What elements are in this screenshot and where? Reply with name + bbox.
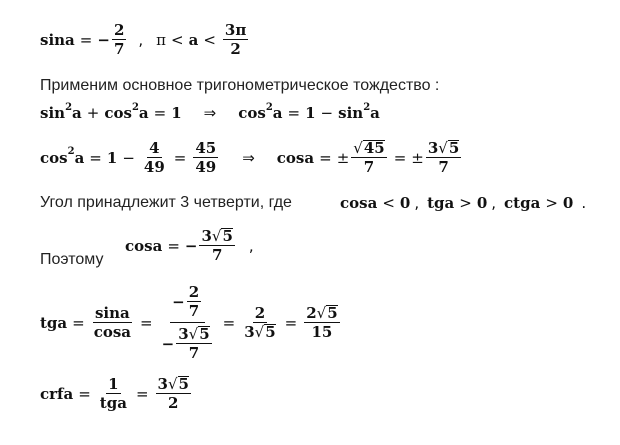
numerator: 2 bbox=[254, 304, 266, 322]
equals-sign: = bbox=[153, 104, 167, 122]
exponent: 2 bbox=[265, 101, 273, 113]
numerator: sina bbox=[94, 304, 130, 322]
coefficient: 3 bbox=[427, 139, 439, 157]
square-root bbox=[168, 376, 189, 392]
formula-cos-result bbox=[125, 228, 259, 263]
denominator: cosa bbox=[93, 323, 132, 341]
cosa-label: cosa bbox=[125, 236, 163, 255]
denominator: 2 bbox=[230, 40, 241, 58]
comma: , bbox=[248, 236, 254, 255]
fraction-2sqrt5-15 bbox=[304, 305, 339, 340]
numerator: 2 bbox=[188, 283, 200, 301]
numerator: 3π bbox=[224, 21, 247, 39]
complex-fraction bbox=[160, 284, 216, 361]
period: . bbox=[581, 194, 587, 212]
variable-a: a bbox=[138, 104, 149, 122]
cos-label: cos bbox=[40, 148, 68, 167]
comma: , bbox=[138, 30, 144, 49]
fraction-3sqrt5-7 bbox=[199, 228, 234, 263]
denominator: 7 bbox=[211, 246, 223, 264]
equals-sign: = bbox=[140, 313, 153, 332]
number-one: 1 bbox=[106, 148, 118, 167]
formula-cos-value bbox=[40, 140, 463, 175]
fraction-4-49 bbox=[142, 140, 167, 175]
radicand: 5 bbox=[327, 304, 338, 322]
variable-a: a bbox=[188, 30, 199, 49]
formula-ctga bbox=[40, 376, 193, 411]
denominator: 49 bbox=[143, 158, 165, 176]
numerator bbox=[156, 376, 191, 394]
exponent: 2 bbox=[363, 101, 371, 113]
radicand: 5 bbox=[265, 323, 276, 341]
square-root bbox=[189, 326, 210, 342]
comma: , bbox=[491, 194, 497, 212]
fraction-sina-cosa bbox=[92, 305, 133, 340]
equals-sign: = bbox=[173, 148, 187, 167]
radical-sign: √ bbox=[211, 227, 222, 245]
denominator: 7 bbox=[113, 40, 125, 58]
square-root bbox=[353, 140, 384, 156]
numerator bbox=[199, 228, 234, 246]
zero: 0 bbox=[399, 194, 411, 212]
square-root bbox=[255, 324, 276, 340]
numerator bbox=[304, 305, 339, 323]
coefficient: 3 bbox=[157, 375, 168, 393]
implies-arrow: ⇒ bbox=[203, 104, 217, 122]
fraction-3pi-2 bbox=[223, 22, 248, 57]
denominator: tga bbox=[99, 394, 127, 412]
minus-sign: − bbox=[172, 292, 185, 311]
denominator: 7 bbox=[188, 302, 200, 320]
variable-a: a bbox=[370, 104, 380, 122]
denominator: 7 bbox=[438, 158, 449, 176]
radicand: 5 bbox=[222, 227, 233, 245]
coefficient: 3 bbox=[244, 323, 255, 341]
less-than: < bbox=[171, 30, 184, 49]
radicand: 5 bbox=[448, 139, 460, 157]
cosa-label: cosa bbox=[340, 194, 378, 212]
exponent: 2 bbox=[131, 101, 139, 113]
variable-a: a bbox=[72, 104, 82, 122]
number-one: 1 bbox=[305, 104, 316, 122]
less-than: < bbox=[382, 194, 395, 212]
exponent: 2 bbox=[67, 146, 75, 157]
ctga-label: ctga bbox=[504, 194, 541, 212]
square-root bbox=[438, 140, 459, 156]
zero: 0 bbox=[562, 194, 574, 212]
minus-sign: − bbox=[161, 334, 175, 353]
text-quadrant: Угол принадлежит 3 четверти, где bbox=[40, 194, 292, 211]
equals-sign: = bbox=[287, 104, 301, 122]
numerator bbox=[170, 284, 205, 323]
plus-sign: + bbox=[86, 104, 100, 122]
denominator bbox=[160, 323, 216, 361]
text-therefore: Поэтому bbox=[40, 251, 104, 268]
radical-sign: √ bbox=[254, 323, 265, 341]
formula-sina-value bbox=[40, 22, 250, 57]
equals-sign: = bbox=[284, 313, 298, 332]
zero: 0 bbox=[476, 194, 488, 212]
comma: , bbox=[414, 194, 420, 212]
tga-label: tga bbox=[427, 194, 455, 212]
minus-sign: − bbox=[122, 148, 135, 167]
text-apply-identity: Применим основное тригонометрическое тождество : bbox=[40, 77, 440, 94]
cosa-label: cosa bbox=[276, 148, 315, 167]
fraction-2-7 bbox=[112, 22, 126, 57]
denominator: 15 bbox=[311, 323, 333, 341]
plus-minus-sign: ± bbox=[336, 148, 350, 167]
fraction-1-tga bbox=[98, 376, 129, 411]
denominator: 7 bbox=[363, 158, 375, 176]
radicand: 45 bbox=[363, 139, 385, 157]
fraction-sqrt45-7 bbox=[351, 140, 386, 175]
cos-label: cos bbox=[238, 104, 266, 122]
minus-sign: − bbox=[97, 30, 110, 49]
numerator bbox=[176, 326, 211, 344]
coefficient: 2 bbox=[306, 304, 317, 322]
cos-label: cos bbox=[104, 104, 132, 122]
fraction-3sqrt5-2 bbox=[156, 376, 191, 411]
radical-sign: √ bbox=[188, 325, 199, 343]
less-than: < bbox=[203, 30, 216, 49]
radicand: 5 bbox=[199, 325, 210, 343]
equals-sign: = bbox=[79, 30, 93, 49]
variable-a: a bbox=[272, 104, 283, 122]
radicand: 5 bbox=[178, 375, 189, 393]
ctga-label: crfa bbox=[40, 384, 74, 403]
plus-minus-sign: ± bbox=[411, 148, 424, 167]
fraction-2-7 bbox=[187, 284, 201, 319]
radical-sign: √ bbox=[167, 375, 178, 393]
radical-sign: √ bbox=[316, 304, 327, 322]
equals-sign: = bbox=[222, 313, 236, 332]
fraction-2-3sqrt5 bbox=[242, 305, 277, 340]
denominator: 49 bbox=[195, 158, 217, 176]
coefficient: 3 bbox=[201, 227, 212, 245]
equals-sign: = bbox=[78, 384, 91, 403]
number-one: 1 bbox=[171, 104, 182, 122]
denominator: 2 bbox=[168, 394, 179, 412]
denominator bbox=[242, 323, 277, 340]
implies-arrow: ⇒ bbox=[242, 148, 255, 167]
pi-symbol: π bbox=[156, 30, 167, 49]
exponent: 2 bbox=[65, 101, 73, 113]
formula-identity bbox=[40, 101, 380, 122]
fraction-3sqrt5-7 bbox=[176, 326, 211, 361]
formula-tga bbox=[40, 284, 342, 361]
equals-sign: = bbox=[319, 148, 332, 167]
greater-than: > bbox=[459, 194, 472, 212]
minus-sign: − bbox=[320, 104, 334, 122]
numerator bbox=[351, 140, 386, 158]
fraction-45-49 bbox=[193, 140, 218, 175]
equals-sign: = bbox=[135, 384, 149, 403]
sin-label: sin bbox=[40, 104, 66, 122]
equals-sign: = bbox=[393, 148, 407, 167]
equals-sign: = bbox=[167, 236, 180, 255]
numerator: 45 bbox=[195, 139, 217, 157]
equals-sign: = bbox=[89, 148, 102, 167]
square-root bbox=[212, 228, 233, 244]
sina-label: sina bbox=[40, 30, 75, 49]
radical-sign: √ bbox=[438, 139, 448, 157]
sin-label: sin bbox=[338, 104, 364, 122]
variable-a: a bbox=[74, 148, 85, 167]
minus-sign: − bbox=[184, 236, 198, 255]
square-root bbox=[317, 305, 338, 321]
equals-sign: = bbox=[72, 313, 85, 332]
numerator bbox=[426, 140, 461, 158]
radical-sign: √ bbox=[353, 139, 363, 157]
formula-signs bbox=[340, 194, 591, 212]
numerator: 4 bbox=[149, 139, 160, 157]
coefficient: 3 bbox=[178, 325, 189, 343]
numerator: 2 bbox=[113, 21, 125, 39]
fraction-3sqrt5-7 bbox=[426, 140, 461, 175]
denominator: 7 bbox=[188, 344, 200, 362]
numerator: 1 bbox=[108, 375, 119, 393]
tga-label: tga bbox=[40, 313, 68, 332]
greater-than: > bbox=[545, 194, 558, 212]
